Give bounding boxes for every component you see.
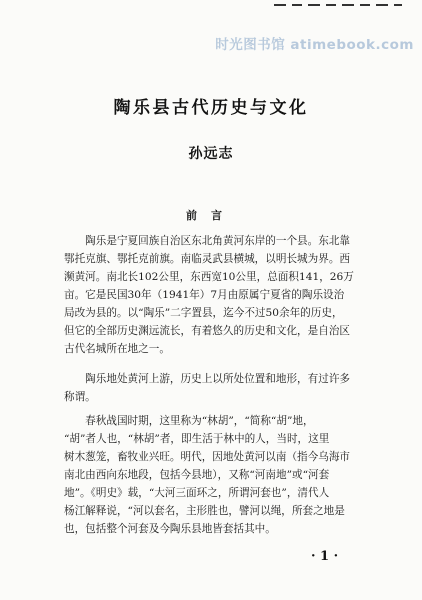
chapter-title: 陶乐县古代历史与文化 (113, 98, 309, 118)
text-line: 树木葱笼，畜牧业兴旺。明代，因地处黄河以南（指今乌海市 (64, 451, 351, 463)
text-line: 鄂托克旗、鄂托克前旗。南临灵武县横城，以明长城为界。西 (64, 253, 351, 265)
text-line: 濒黄河。南北长102公里，东西宽10公里，总面积141，26万 (64, 271, 354, 283)
page-number: · 1 · (311, 549, 339, 564)
text-line: 陶乐是宁夏回族自治区东北角黄河东岸的一个县。东北靠 (64, 235, 351, 247)
text-line: 地”。《明史》载，“大河三面环之，所谓河套也”，清代人 (64, 487, 330, 499)
section-heading: 前言 (186, 209, 236, 222)
text-line: 亩。它是民国30年（1941年）7月由原属宁夏省的陶乐设治 (64, 289, 345, 301)
text-line: 陶乐地处黄河上游，历史上以所处位置和地形，有过许多 (64, 373, 351, 385)
text-line: 春秋战国时期，这里称为“林胡”，“简称“胡”地， (64, 415, 314, 427)
text-line: 但它的全部历史渊远流长，有着悠久的历史和文化，是自治区 (64, 325, 351, 337)
text-line: 称谓。 (64, 391, 96, 403)
watermark: 时光图书馆 atimebook.com (215, 37, 414, 53)
author-name: 孙远志 (188, 146, 234, 162)
text-line: 古代名城所在地之一。 (64, 343, 170, 355)
scan-edge-marks (274, 0, 404, 10)
text-line: 局改为县的。以“陶乐”二字置县，迄今不过50余年的历史， (64, 307, 343, 319)
text-line: 南北由西向东地段，包括今县地），又称“河南地”或“河套 (64, 469, 330, 481)
text-line: “胡”者人也，“林胡”者，即生活于林中的人，当时，这里 (64, 433, 330, 445)
text-line: 杨江解释说，“河以套名，主形胜也，譬河以绳，所套之地是 (64, 505, 345, 517)
text-line: 也，包括整个河套及今陶乐县地皆套括其中。 (64, 523, 276, 535)
